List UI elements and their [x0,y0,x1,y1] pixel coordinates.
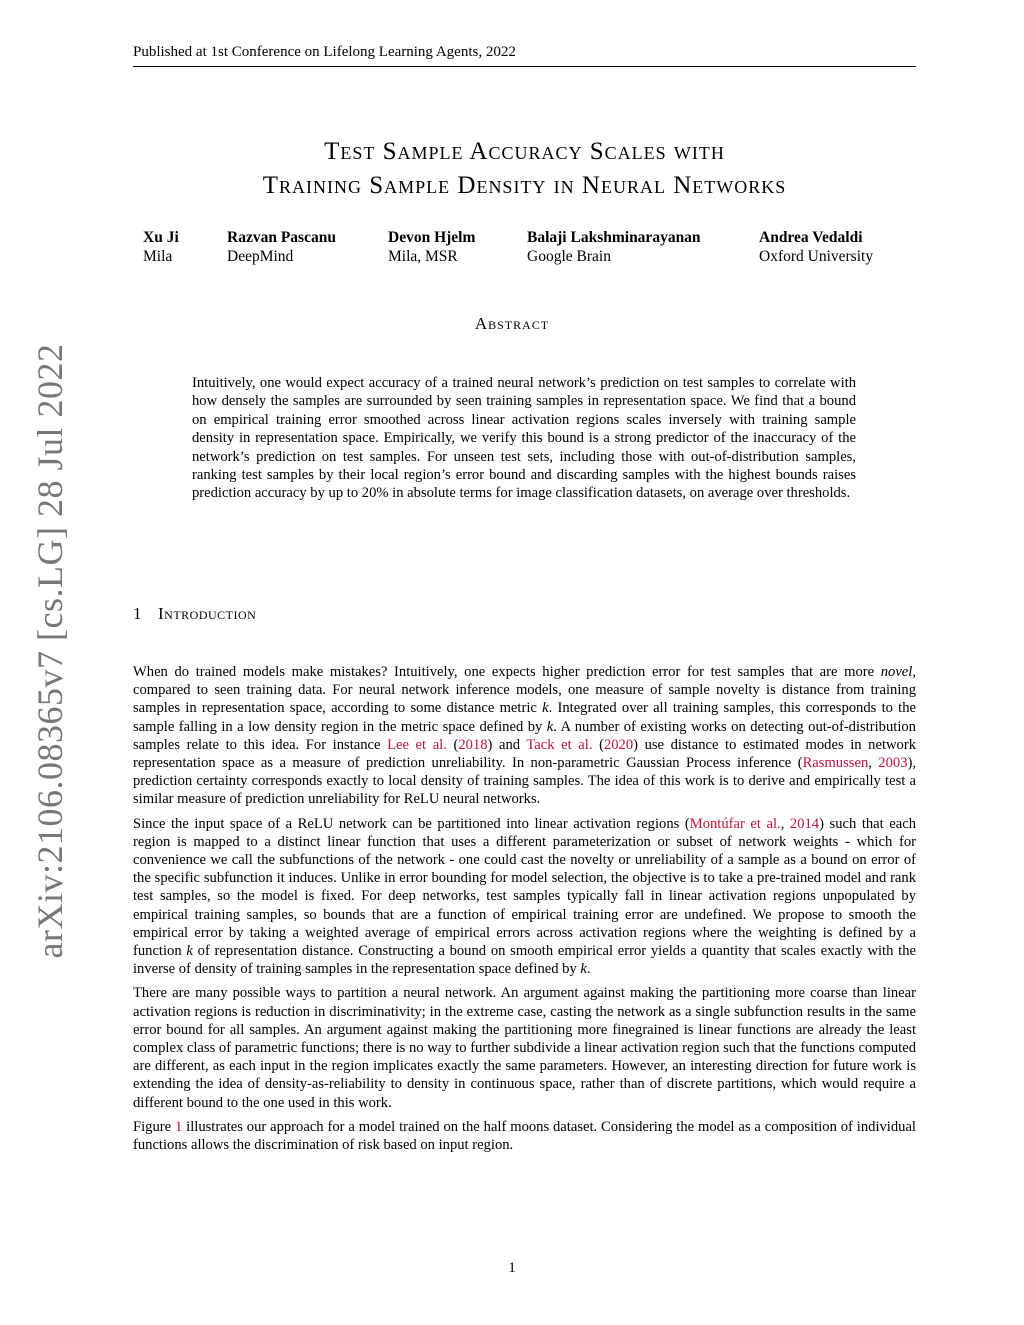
citation-link[interactable]: Rasmussen [802,755,869,772]
body-text [133,663,916,1160]
abstract-text: Intuitively, one would expect accuracy of a trained neural network’s prediction on test samples to correlate with how densely the samples are surrounded by seen training samples in representation space. We find that a bound on empirical training error smoothed across linear activation regions scales inversely with training sample density in representation space. Empirically, we verify this bound is a strong predictor of the inaccuracy of the network’s prediction on test samples. For unseen test sets, including those with out-of-distribution samples, ranking test samples by their local region’s error bound and discarding samples with the highest bounds raises prediction accuracy by up to 20% in absolute terms for image classification datasets, on average over thresholds. [192,375,856,502]
paragraph: Figure 1 illustrates our approach for a model trained on the half moons dataset. Considering the model as a composition of individual functions allows the discrimination of risk based on input region. [133,1118,916,1154]
author-name: Balaji Lakshminarayanan [527,229,701,246]
citation-link[interactable]: Lee et al. [387,736,447,753]
emphasis-novel: novel [880,664,913,680]
author-name: Xu Ji [143,229,179,246]
author-list [0,228,1024,268]
title-line-2: Training Sample Density in Neural Networks [262,172,787,199]
author [759,228,873,266]
author [527,228,701,266]
paragraph: When do trained models make mistakes? Intuitively, one expects higher prediction error for test samples that are more novel, compared to seen training data. For neural network inference models, one measure of sample novelty is distance from training samples in representation space, according to some distance metric k. Integrated over all training samples, this corresponds to the sample falling in a low density region in the metric space defined by k. A number of existing works on detecting out-of-distribution samples relate to this idea. For instance Lee et al. (2018) and Tack et al. (2020) use distance to estimated modes in network representation space as a measure of prediction unreliability. In non-parametric Gaussian Process inference (Rasmussen, 2003), prediction certainty corresponds exactly to local density of training samples. The idea of this work is to derive and empirically test a similar measure of prediction unreliability for ReLU neural networks. [133,664,916,808]
paper-title [133,135,916,203]
author-affiliation: Google Brain [527,248,611,265]
section-heading [133,604,256,624]
author-affiliation: DeepMind [227,248,294,265]
page-number: 1 [508,1260,516,1276]
conference-header: Published at 1st Conference on Lifelong Learning Agents, 2022 [133,44,916,67]
paragraph: There are many possible ways to partition a neural network. An argument against making the partitioning more coarse than linear activation regions is reduction in discriminativity; in the extreme case, casting the network as a single subfunction results in the same error bound for all samples. An argument against making the partitioning more finegrained is linear functions are already the least complex class of parametric functions; there is no way to further subdivide a linear activation region such that the functions computed are different, as each input in the region implicates exactly the same parameters. However, an interesting direction for future work is extending the idea of density-as-reliability to density in continuous space, rather than of discrete partitions, which would require a different bound to the one used in this work. [133,985,916,1111]
author-name: Devon Hjelm [388,229,476,246]
citation-link[interactable]: 2018 [458,736,488,753]
author-affiliation: Mila, MSR [388,248,458,265]
abstract-heading: Abstract [474,314,550,333]
author [227,228,336,266]
citation-link[interactable]: 2014 [789,815,820,832]
section-title: Introduction [158,604,257,623]
citation-link[interactable]: 2020 [603,736,634,753]
citation-link[interactable]: 2003 [878,755,908,772]
author-affiliation: Oxford University [759,248,874,265]
author [388,228,475,266]
author-name: Andrea Vedaldi [759,229,863,246]
author [143,228,179,266]
math-k: k [546,718,554,735]
author-affiliation: Mila [143,248,173,265]
author-name: Razvan Pascanu [227,229,336,246]
figure-reference-link[interactable]: 1 [174,1118,183,1135]
title-line-1: Test Sample Accuracy Scales with [324,138,725,165]
citation-link[interactable]: Tack et al. [526,736,593,753]
math-k: k [580,961,587,978]
citation-link[interactable]: Montúfar et al. [689,815,781,832]
section-number: 1 [133,604,142,623]
arxiv-identifier: arXiv:2106.08365v7 [cs.LG] 28 Jul 2022 [30,343,70,959]
math-k: k [542,700,549,717]
math-k: k [186,943,193,960]
paragraph: Since the input space of a ReLU network can be partitioned into linear activation regions (Montúfar et al., 2014) such that each region is mapped to a distinct linear function that uses a different parameterization or subset of network weights - which for convenience we call the subfunctions of the network - one could cast the novelty or unreliability of a sample as a bound on error of the specific subfunction it induces. Unlike in error bounding for model selection, the objective is to take a pre-trained model and rank test samples, so the model is fixed. For deep networks, test samples typically fall in linear activation regions unpopulated by empirical training samples, so bounds that are a function of empirical training error are undefined. We propose to smooth the empirical error by taking a weighted average of empirical errors across activation regions where the weighting is defined by a function k of representation distance. Constructing a bound on smooth empirical error yields a quantity that scales exactly with the inverse of density of training samples in the representation space defined by k. [133,815,916,978]
